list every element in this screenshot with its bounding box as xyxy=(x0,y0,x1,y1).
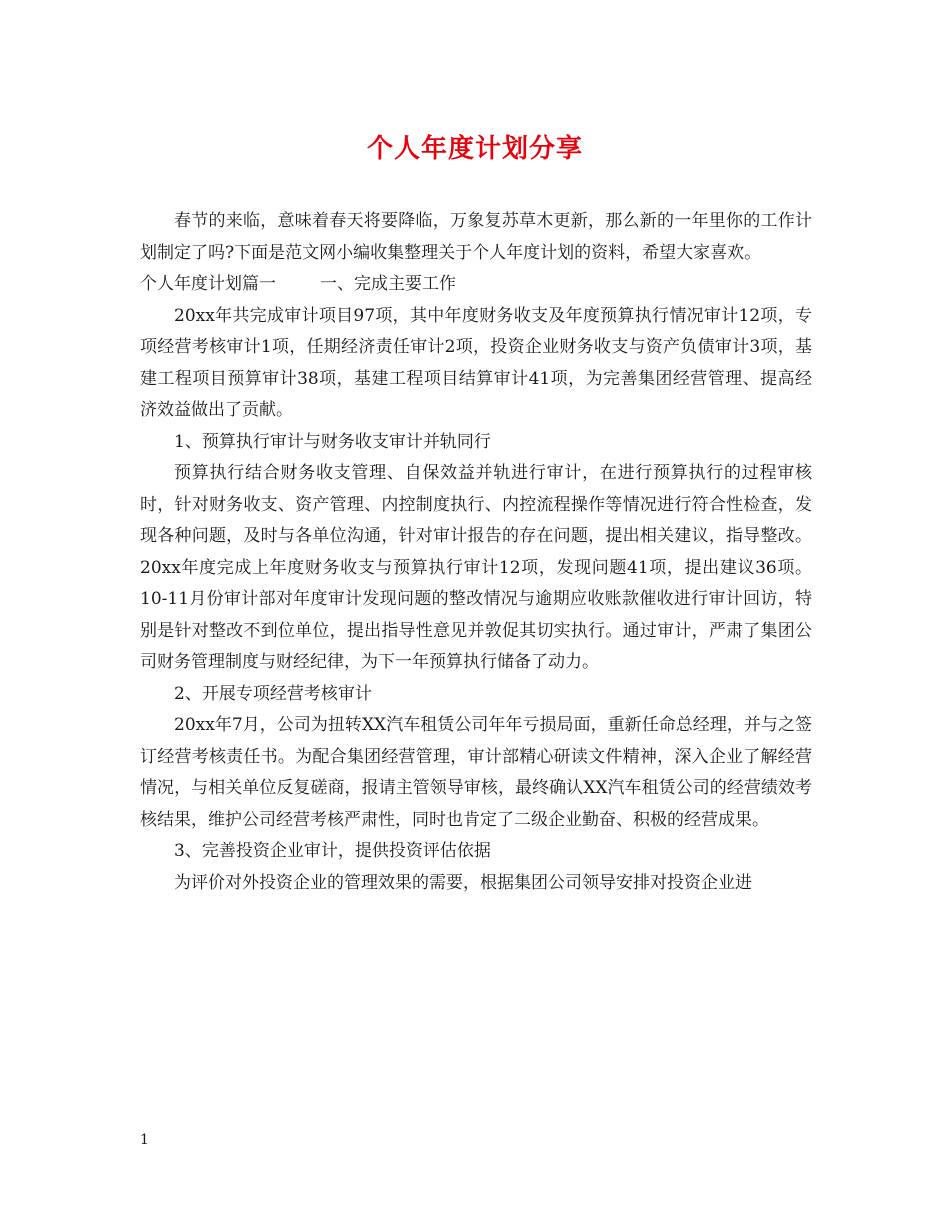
subheading-2: 2、开展专项经营考核审计 xyxy=(174,683,372,704)
intro-paragraph: 春节的来临，意味着春天将要降临，万象复苏草木更新，那么新的一年里你的工作计划制定了吗?下面是范文网小编收集整理关于个人年度计划的资料，希望大家喜欢。 xyxy=(140,211,812,263)
paragraph-summary: 20xx年共完成审计项目97项，其中年度财务收支及年度预算执行情况审计12项，专项经营考核审计1项，任期经济责任审计2项，投资企业财务收支与资产负债审计3项，基建工程项目预算审计38项，基建工程项目结算审计41项，为完善集团经营管理、提高经济效益做出了贡献。 xyxy=(140,305,812,420)
document-title: 个人年度计划分享 xyxy=(366,134,583,164)
paragraph-budget-audit: 预算执行结合财务收支管理、自保效益并轨进行审计，在进行预算执行的过程审核时，针对财务收支、资产管理、内控制度执行、内控流程操作等情况进行符合性检查，发现各种问题，及时与各单位沟通，针对审计报告的存在问题，提出相关建议，指导整改。20xx年度完成上年度财务收支与预算执行审计12项，发现问题41项，提出建议36项。10-11月份审计部对年度审计发现问题的整改情况与逾期应收账款催收进行审计回访，特别是针对整改不到位单位，提出指导性意见并敦促其切实执行。通过审计，严肃了集团公司财务管理制度与财经纪律，为下一年预算执行储备了动力。 xyxy=(140,463,812,672)
subheading-3: 3、完善投资企业审计，提供投资评估依据 xyxy=(174,841,491,861)
document-body xyxy=(140,206,812,899)
section-heading-row xyxy=(140,269,812,301)
section-heading: 一、完成主要工作 xyxy=(320,274,456,294)
subheading-1: 1、预算执行审计与财务收支审计并轨同行 xyxy=(174,431,491,452)
paragraph-investment-audit: 为评价对外投资企业的管理效果的需要，根据集团公司领导安排对投资企业进 xyxy=(174,872,752,893)
paragraph-special-audit: 20xx年7月，公司为扭转XX汽车租赁公司年年亏损局面，重新任命总经理，并与之签订经营考核责任书。为配合集团经营管理，审计部精心研读文件精神，深入企业了解经营情况，与相关单位反复磋商，报请主管领导审核，最终确认XX汽车租赁公司的经营绩效考核结果，维护公司经营考核严肃性，同时也肯定了二级企业勤奋、积极的经营成果。 xyxy=(140,715,812,830)
section-label: 个人年度计划篇一 xyxy=(140,274,276,294)
page-number: 1 xyxy=(140,1132,149,1148)
